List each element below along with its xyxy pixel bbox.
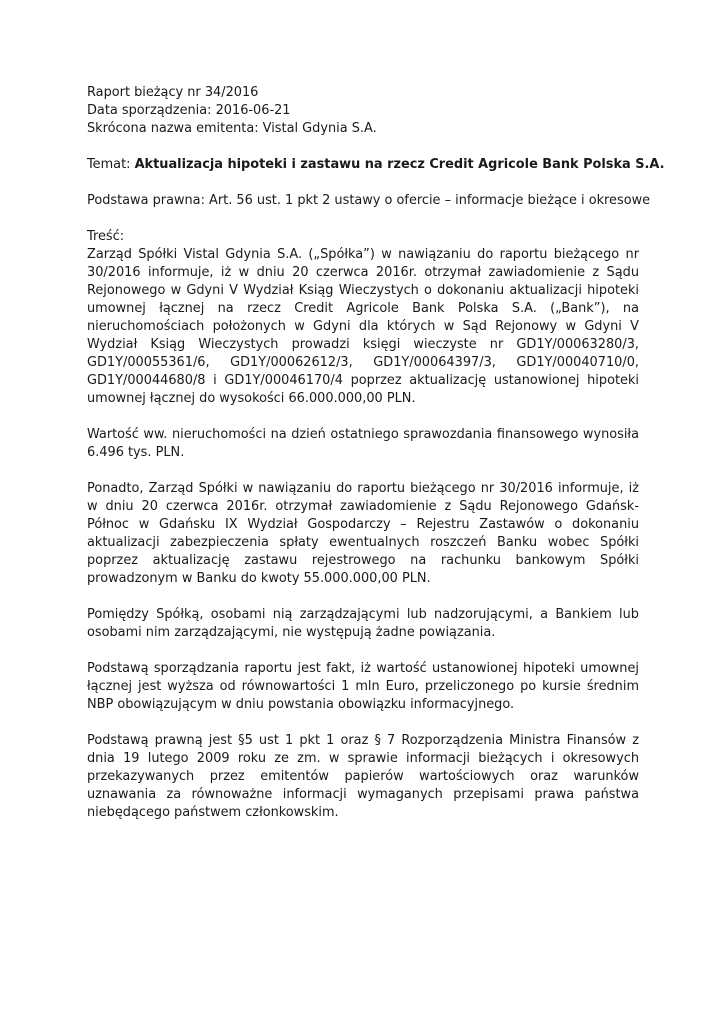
report-date: Data sporządzenia: 2016-06-21 bbox=[87, 103, 291, 118]
issuer-name: Skrócona nazwa emitenta: Vistal Gdynia S.A. bbox=[87, 121, 377, 136]
spacer bbox=[87, 210, 639, 228]
report-document bbox=[87, 84, 665, 822]
subject-label: Temat: bbox=[87, 157, 135, 172]
content-paragraph-5: Podstawą sporządzania raportu jest fakt, iż wartość ustanowionej hipoteki umownej łącznej jest wyższa od równowartości 1 mln Euro, przeliczonego po kursie średnim NBP obowiązującym w dniu powstania obowiązku informacyjnego. bbox=[87, 661, 639, 712]
report-subject bbox=[87, 156, 665, 174]
spacer bbox=[87, 642, 639, 660]
spacer bbox=[87, 462, 639, 480]
spacer bbox=[87, 138, 639, 156]
content-paragraph-1: Zarząd Spółki Vistal Gdynia S.A. („Spółka”) w nawiązaniu do raportu bieżącego nr 30/2016 informuje, iż w dniu 20 czerwca 2016r. otrzymał zawiadomienie z Sądu Rejonowego w Gdyni V Wydział Ksiąg Wieczystych o dokonaniu aktualizacji hipoteki umownej łącznej na rzecz Credit Agricole Bank Polska S.A. („Bank”), na nieruchomościach położonych w Gdyni dla których w Sąd Rejonowy w Gdyni V Wydział Ksiąg Wieczystych prowadzi księgi wieczyste nr GD1Y/00063280/3, GD1Y/00055361/6, GD1Y/00062612/3, GD1Y/00064397/3, GD1Y/00040710/0, GD1Y/00044680/8 i GD1Y/00046170/4 poprzez aktualizację ustanowionej hipoteki umownej łącznej do wysokości 66.000.000,00 PLN. bbox=[87, 247, 639, 406]
content-paragraph-2: Wartość ww. nieruchomości na dzień ostatniego sprawozdania finansowego wynosiła 6.496 tys. PLN. bbox=[87, 427, 639, 460]
content-paragraph-3: Ponadto, Zarząd Spółki w nawiązaniu do raportu bieżącego nr 30/2016 informuje, iż w dniu 20 czerwca 2016r. otrzymał zawiadomienie z Sądu Rejonowego Gdańsk-Północ w Gdańsku IX Wydział Gospodarczy – Rejestru Zastawów o dokonaniu aktualizacji zabezpieczenia spłaty ewentualnych roszczeń Banku wobec Spółki poprzez aktualizację zastawu rejestrowego na rachunku bankowym Spółki prowadzonym w Banku do kwoty 55.000.000,00 PLN. bbox=[87, 481, 639, 586]
legal-basis: Podstawa prawna: Art. 56 ust. 1 pkt 2 ustawy o ofercie – informacje bieżące i okresowe bbox=[87, 193, 651, 208]
spacer bbox=[87, 714, 639, 732]
report-number: Raport bieżący nr 34/2016 bbox=[87, 85, 259, 100]
subject-text: Aktualizacja hipoteki i zastawu na rzecz Credit Agricole Bank Polska S.A. bbox=[134, 157, 665, 172]
content-label: Treść: bbox=[87, 229, 125, 244]
content-paragraph-6: Podstawą prawną jest §5 ust 1 pkt 1 oraz § 7 Rozporządzenia Ministra Finansów z dnia 19 lutego 2009 roku ze zm. w sprawie informacji bieżących i okresowych przekazywanych przez emitentów papierów wartościowych oraz warunków uznawania za równoważne informacji wymaganych przepisami prawa państwa niebędącego państwem członkowskim. bbox=[87, 733, 639, 820]
spacer bbox=[87, 408, 639, 426]
spacer bbox=[87, 174, 639, 192]
spacer bbox=[87, 588, 639, 606]
content-paragraph-4: Pomiędzy Spółką, osobami nią zarządzającymi lub nadzorującymi, a Bankiem lub osobami nim zarządzającymi, nie występują żadne powiązania. bbox=[87, 607, 639, 640]
